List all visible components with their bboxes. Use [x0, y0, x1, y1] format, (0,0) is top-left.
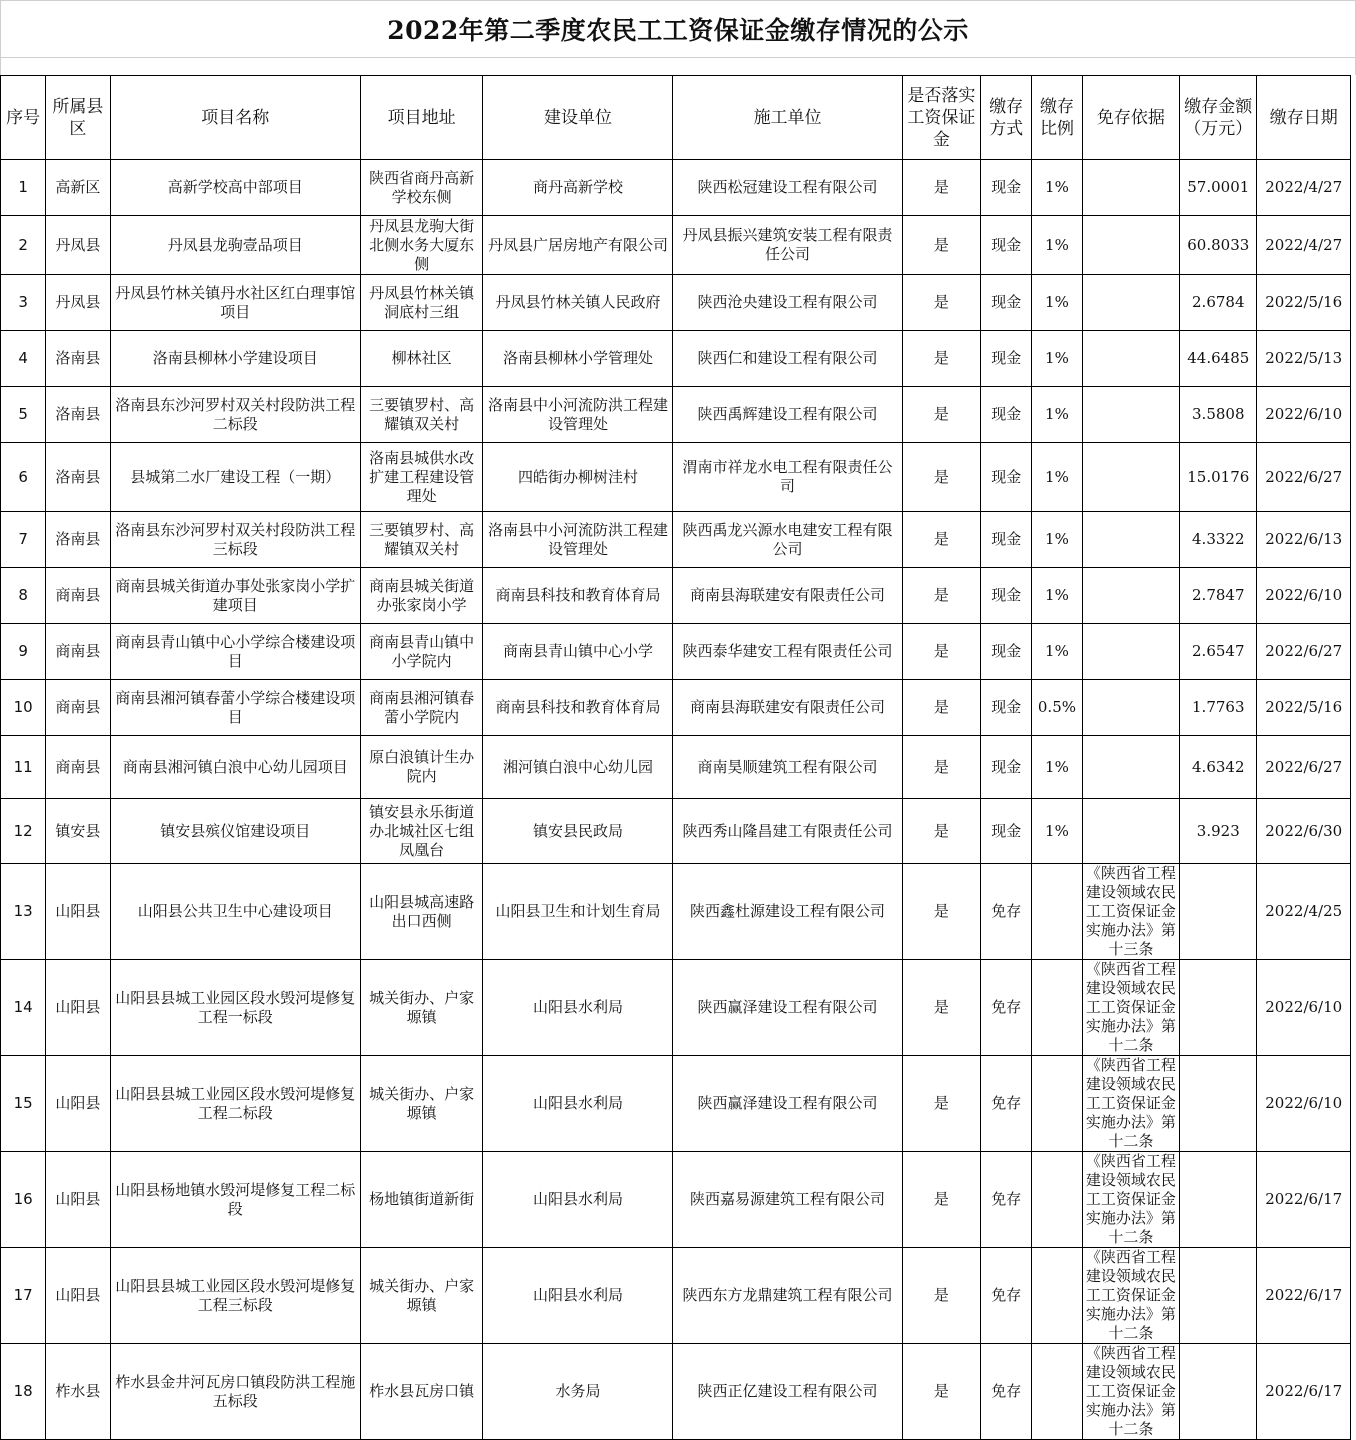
table-row [1, 512, 1351, 568]
table-row [1, 160, 1351, 216]
cell-project-name: 商南县城关街道办事处张家岗小学扩建项目 [110, 568, 360, 624]
cell-project-address: 城关街办、户家塬镇 [360, 1248, 483, 1344]
cell-builder: 镇安县民政局 [483, 799, 673, 864]
cell-method: 免存 [981, 864, 1032, 960]
cell-contractor: 陕西禹辉建设工程有限公司 [673, 387, 902, 443]
table-row [1, 387, 1351, 443]
cell-implemented: 是 [902, 1152, 980, 1248]
cell-project-name: 镇安县殡仪馆建设项目 [110, 799, 360, 864]
cell-no: 7 [1, 512, 46, 568]
cell-ratio: 1% [1032, 568, 1082, 624]
cell-exemption-basis [1082, 216, 1180, 275]
cell-county: 山阳县 [46, 960, 110, 1056]
cell-method: 现金 [981, 160, 1032, 216]
table-row [1, 1248, 1351, 1344]
cell-builder: 洛南县中小河流防洪工程建设管理处 [483, 512, 673, 568]
cell-builder: 商南县青山镇中心小学 [483, 624, 673, 680]
cell-exemption-basis [1082, 799, 1180, 864]
cell-method: 现金 [981, 736, 1032, 799]
cell-method: 现金 [981, 216, 1032, 275]
cell-builder: 山阳县水利局 [483, 960, 673, 1056]
cell-no: 2 [1, 216, 46, 275]
cell-method: 现金 [981, 275, 1032, 331]
cell-amount: 3.923 [1180, 799, 1257, 864]
cell-exemption-basis: 《陕西省工程建设领域农民工工资保证金实施办法》第十二条 [1082, 960, 1180, 1056]
cell-no: 4 [1, 331, 46, 387]
cell-ratio: 1% [1032, 736, 1082, 799]
cell-project-address: 城关街办、户家塬镇 [360, 1056, 483, 1152]
cell-method: 免存 [981, 1056, 1032, 1152]
cell-project-address: 三要镇罗村、高耀镇双关村 [360, 512, 483, 568]
title-bar [0, 0, 1356, 58]
cell-county: 柞水县 [46, 1344, 110, 1440]
cell-date: 2022/6/27 [1257, 443, 1351, 512]
cell-exemption-basis: 《陕西省工程建设领域农民工工资保证金实施办法》第十二条 [1082, 1248, 1180, 1344]
cell-ratio: 1% [1032, 216, 1082, 275]
cell-project-name: 山阳县杨地镇水毁河堤修复工程二标段 [110, 1152, 360, 1248]
cell-amount [1180, 1152, 1257, 1248]
cell-exemption-basis [1082, 387, 1180, 443]
cell-contractor: 陕西沧央建设工程有限公司 [673, 275, 902, 331]
cell-project-name: 山阳县公共卫生中心建设项目 [110, 864, 360, 960]
cell-amount: 60.8033 [1180, 216, 1257, 275]
cell-county: 商南县 [46, 624, 110, 680]
cell-method: 免存 [981, 1344, 1032, 1440]
cell-no: 14 [1, 960, 46, 1056]
cell-contractor: 陕西嘉易源建筑工程有限公司 [673, 1152, 902, 1248]
cell-amount [1180, 1248, 1257, 1344]
cell-exemption-basis [1082, 512, 1180, 568]
cell-date: 2022/4/25 [1257, 864, 1351, 960]
cell-ratio: 1% [1032, 624, 1082, 680]
cell-county: 丹凤县 [46, 275, 110, 331]
cell-builder: 商丹高新学校 [483, 160, 673, 216]
cell-implemented: 是 [902, 216, 980, 275]
table-row [1, 864, 1351, 960]
cell-project-address: 陕西省商丹高新学校东侧 [360, 160, 483, 216]
cell-project-address: 镇安县永乐街道办北城社区七组凤凰台 [360, 799, 483, 864]
cell-date: 2022/6/17 [1257, 1344, 1351, 1440]
cell-exemption-basis [1082, 568, 1180, 624]
header-builder: 建设单位 [483, 76, 673, 160]
cell-implemented: 是 [902, 1344, 980, 1440]
cell-method: 免存 [981, 1248, 1032, 1344]
cell-amount: 44.6485 [1180, 331, 1257, 387]
cell-date: 2022/4/27 [1257, 216, 1351, 275]
cell-builder: 湘河镇白浪中心幼儿园 [483, 736, 673, 799]
cell-ratio: 1% [1032, 443, 1082, 512]
cell-date: 2022/6/10 [1257, 387, 1351, 443]
cell-date: 2022/6/13 [1257, 512, 1351, 568]
cell-exemption-basis: 《陕西省工程建设领域农民工工资保证金实施办法》第十二条 [1082, 1056, 1180, 1152]
cell-exemption-basis [1082, 736, 1180, 799]
cell-ratio: 1% [1032, 331, 1082, 387]
cell-method: 现金 [981, 387, 1032, 443]
table-row [1, 568, 1351, 624]
cell-project-address: 城关街办、户家塬镇 [360, 960, 483, 1056]
cell-exemption-basis [1082, 680, 1180, 736]
cell-date: 2022/4/27 [1257, 160, 1351, 216]
header-county: 所属县区 [46, 76, 110, 160]
table-row [1, 216, 1351, 275]
cell-amount: 4.3322 [1180, 512, 1257, 568]
page-title: 2022年第二季度农民工工资保证金缴存情况的公示 [387, 16, 969, 45]
cell-no: 5 [1, 387, 46, 443]
cell-implemented: 是 [902, 275, 980, 331]
cell-contractor: 陕西赢泽建设工程有限公司 [673, 1056, 902, 1152]
header-project-name: 项目名称 [110, 76, 360, 160]
cell-date: 2022/6/10 [1257, 1056, 1351, 1152]
cell-implemented: 是 [902, 160, 980, 216]
cell-contractor: 渭南市祥龙水电工程有限责任公司 [673, 443, 902, 512]
cell-implemented: 是 [902, 624, 980, 680]
cell-project-address: 商南县城关街道办张家岗小学 [360, 568, 483, 624]
cell-no: 17 [1, 1248, 46, 1344]
cell-amount: 4.6342 [1180, 736, 1257, 799]
header-ratio: 缴存比例 [1032, 76, 1082, 160]
cell-implemented: 是 [902, 387, 980, 443]
cell-ratio: 1% [1032, 512, 1082, 568]
cell-project-name: 商南县湘河镇白浪中心幼儿园项目 [110, 736, 360, 799]
cell-implemented: 是 [902, 568, 980, 624]
cell-builder: 洛南县柳林小学管理处 [483, 331, 673, 387]
cell-date: 2022/6/17 [1257, 1152, 1351, 1248]
cell-project-address: 三要镇罗村、高耀镇双关村 [360, 387, 483, 443]
table-row [1, 624, 1351, 680]
cell-implemented: 是 [902, 443, 980, 512]
cell-amount [1180, 864, 1257, 960]
table-row [1, 443, 1351, 512]
cell-method: 现金 [981, 624, 1032, 680]
cell-no: 12 [1, 799, 46, 864]
header-no: 序号 [1, 76, 46, 160]
cell-county: 丹凤县 [46, 216, 110, 275]
cell-project-name: 山阳县县城工业园区段水毁河堤修复工程一标段 [110, 960, 360, 1056]
cell-county: 山阳县 [46, 864, 110, 960]
table-row [1, 331, 1351, 387]
cell-project-name: 山阳县县城工业园区段水毁河堤修复工程二标段 [110, 1056, 360, 1152]
cell-builder: 山阳县卫生和计划生育局 [483, 864, 673, 960]
cell-county: 山阳县 [46, 1056, 110, 1152]
cell-builder: 山阳县水利局 [483, 1152, 673, 1248]
cell-builder: 山阳县水利局 [483, 1056, 673, 1152]
cell-project-name: 商南县湘河镇春蕾小学综合楼建设项目 [110, 680, 360, 736]
cell-amount: 2.6547 [1180, 624, 1257, 680]
cell-no: 9 [1, 624, 46, 680]
cell-implemented: 是 [902, 512, 980, 568]
cell-date: 2022/6/27 [1257, 736, 1351, 799]
cell-implemented: 是 [902, 331, 980, 387]
cell-date: 2022/5/13 [1257, 331, 1351, 387]
cell-project-address: 柞水县瓦房口镇 [360, 1344, 483, 1440]
cell-amount: 3.5808 [1180, 387, 1257, 443]
header-method: 缴存方式 [981, 76, 1032, 160]
cell-project-name: 丹凤县竹林关镇丹水社区红白理事馆项目 [110, 275, 360, 331]
cell-contractor: 陕西鑫杜源建设工程有限公司 [673, 864, 902, 960]
cell-date: 2022/5/16 [1257, 680, 1351, 736]
cell-amount: 15.0176 [1180, 443, 1257, 512]
cell-implemented: 是 [902, 736, 980, 799]
cell-no: 15 [1, 1056, 46, 1152]
cell-implemented: 是 [902, 799, 980, 864]
cell-method: 现金 [981, 568, 1032, 624]
cell-project-name: 商南县青山镇中心小学综合楼建设项目 [110, 624, 360, 680]
table-header-row [1, 76, 1351, 160]
cell-project-address: 商南县湘河镇春蕾小学院内 [360, 680, 483, 736]
cell-amount [1180, 1344, 1257, 1440]
cell-project-address: 原白浪镇计生办院内 [360, 736, 483, 799]
cell-implemented: 是 [902, 960, 980, 1056]
cell-project-address: 丹凤县竹林关镇洞底村三组 [360, 275, 483, 331]
cell-contractor: 陕西东方龙鼎建筑工程有限公司 [673, 1248, 902, 1344]
cell-amount [1180, 960, 1257, 1056]
table-row [1, 275, 1351, 331]
cell-method: 现金 [981, 512, 1032, 568]
cell-county: 高新区 [46, 160, 110, 216]
cell-exemption-basis [1082, 624, 1180, 680]
cell-project-name: 洛南县东沙河罗村双关村段防洪工程二标段 [110, 387, 360, 443]
cell-exemption-basis: 《陕西省工程建设领域农民工工资保证金实施办法》第十三条 [1082, 864, 1180, 960]
cell-ratio [1032, 1056, 1082, 1152]
cell-ratio [1032, 1152, 1082, 1248]
cell-county: 商南县 [46, 680, 110, 736]
cell-amount: 1.7763 [1180, 680, 1257, 736]
cell-ratio [1032, 864, 1082, 960]
cell-date: 2022/6/27 [1257, 624, 1351, 680]
cell-no: 10 [1, 680, 46, 736]
cell-ratio [1032, 1248, 1082, 1344]
cell-method: 免存 [981, 960, 1032, 1056]
cell-contractor: 陕西正亿建设工程有限公司 [673, 1344, 902, 1440]
cell-contractor: 陕西仁和建设工程有限公司 [673, 331, 902, 387]
header-exemption-basis: 免存依据 [1082, 76, 1180, 160]
cell-no: 18 [1, 1344, 46, 1440]
header-amount: 缴存金额（万元） [1180, 76, 1257, 160]
cell-ratio [1032, 1344, 1082, 1440]
cell-contractor: 陕西赢泽建设工程有限公司 [673, 960, 902, 1056]
cell-exemption-basis: 《陕西省工程建设领域农民工工资保证金实施办法》第十二条 [1082, 1152, 1180, 1248]
cell-project-name: 山阳县县城工业园区段水毁河堤修复工程三标段 [110, 1248, 360, 1344]
cell-contractor: 商南县海联建安有限责任公司 [673, 568, 902, 624]
table-row [1, 1152, 1351, 1248]
cell-builder: 水务局 [483, 1344, 673, 1440]
cell-amount [1180, 1056, 1257, 1152]
cell-ratio: 1% [1032, 275, 1082, 331]
cell-project-name: 县城第二水厂建设工程（一期） [110, 443, 360, 512]
cell-implemented: 是 [902, 864, 980, 960]
cell-exemption-basis: 《陕西省工程建设领域农民工工资保证金实施办法》第十二条 [1082, 1344, 1180, 1440]
cell-county: 山阳县 [46, 1152, 110, 1248]
cell-no: 13 [1, 864, 46, 960]
cell-builder: 山阳县水利局 [483, 1248, 673, 1344]
cell-contractor: 商南昊顺建筑工程有限公司 [673, 736, 902, 799]
cell-method: 现金 [981, 680, 1032, 736]
cell-builder: 丹凤县广居房地产有限公司 [483, 216, 673, 275]
cell-ratio: 1% [1032, 160, 1082, 216]
cell-project-address: 商南县青山镇中小学院内 [360, 624, 483, 680]
cell-ratio: 1% [1032, 387, 1082, 443]
cell-no: 11 [1, 736, 46, 799]
cell-county: 洛南县 [46, 331, 110, 387]
header-date: 缴存日期 [1257, 76, 1351, 160]
cell-ratio [1032, 960, 1082, 1056]
cell-builder: 四皓街办柳树洼村 [483, 443, 673, 512]
cell-exemption-basis [1082, 331, 1180, 387]
cell-builder: 商南县科技和教育体育局 [483, 680, 673, 736]
cell-method: 现金 [981, 443, 1032, 512]
table-row [1, 960, 1351, 1056]
cell-no: 3 [1, 275, 46, 331]
cell-date: 2022/6/17 [1257, 1248, 1351, 1344]
cell-date: 2022/6/30 [1257, 799, 1351, 864]
cell-project-address: 山阳县城高速路出口西侧 [360, 864, 483, 960]
cell-exemption-basis [1082, 443, 1180, 512]
cell-contractor: 商南县海联建安有限责任公司 [673, 680, 902, 736]
cell-amount: 2.6784 [1180, 275, 1257, 331]
cell-date: 2022/5/16 [1257, 275, 1351, 331]
cell-county: 商南县 [46, 736, 110, 799]
cell-no: 16 [1, 1152, 46, 1248]
cell-contractor: 陕西禹龙兴源水电建安工程有限公司 [673, 512, 902, 568]
cell-builder: 商南县科技和教育体育局 [483, 568, 673, 624]
cell-county: 山阳县 [46, 1248, 110, 1344]
table-row [1, 799, 1351, 864]
cell-contractor: 丹凤县振兴建筑安装工程有限责任公司 [673, 216, 902, 275]
cell-project-name: 高新学校高中部项目 [110, 160, 360, 216]
cell-date: 2022/6/10 [1257, 960, 1351, 1056]
cell-project-name: 丹凤县龙驹壹品项目 [110, 216, 360, 275]
cell-county: 镇安县 [46, 799, 110, 864]
cell-project-name: 洛南县柳林小学建设项目 [110, 331, 360, 387]
cell-builder: 洛南县中小河流防洪工程建设管理处 [483, 387, 673, 443]
cell-project-address: 杨地镇街道新街 [360, 1152, 483, 1248]
cell-project-name: 洛南县东沙河罗村双关村段防洪工程三标段 [110, 512, 360, 568]
header-contractor: 施工单位 [673, 76, 902, 160]
cell-method: 现金 [981, 799, 1032, 864]
cell-no: 8 [1, 568, 46, 624]
cell-builder: 丹凤县竹林关镇人民政府 [483, 275, 673, 331]
cell-no: 6 [1, 443, 46, 512]
cell-ratio: 1% [1032, 799, 1082, 864]
cell-contractor: 陕西松冠建设工程有限公司 [673, 160, 902, 216]
table-row [1, 736, 1351, 799]
table-body [1, 160, 1351, 1440]
cell-no: 1 [1, 160, 46, 216]
cell-method: 免存 [981, 1152, 1032, 1248]
cell-county: 洛南县 [46, 387, 110, 443]
cell-implemented: 是 [902, 680, 980, 736]
cell-project-address: 洛南县城供水改扩建工程建设管理处 [360, 443, 483, 512]
cell-amount: 2.7847 [1180, 568, 1257, 624]
cell-method: 现金 [981, 331, 1032, 387]
cell-contractor: 陕西秀山隆昌建工有限责任公司 [673, 799, 902, 864]
cell-implemented: 是 [902, 1248, 980, 1344]
table-row [1, 680, 1351, 736]
cell-ratio: 0.5% [1032, 680, 1082, 736]
spacer-row [0, 58, 1356, 75]
header-implemented: 是否落实工资保证金 [902, 76, 980, 160]
cell-exemption-basis [1082, 275, 1180, 331]
cell-implemented: 是 [902, 1056, 980, 1152]
cell-exemption-basis [1082, 160, 1180, 216]
cell-county: 洛南县 [46, 443, 110, 512]
table-row [1, 1056, 1351, 1152]
cell-project-address: 丹凤县龙驹大街北侧水务大厦东侧 [360, 216, 483, 275]
cell-county: 商南县 [46, 568, 110, 624]
cell-contractor: 陕西泰华建安工程有限责任公司 [673, 624, 902, 680]
header-project-address: 项目地址 [360, 76, 483, 160]
cell-county: 洛南县 [46, 512, 110, 568]
cell-project-name: 柞水县金井河瓦房口镇段防洪工程施五标段 [110, 1344, 360, 1440]
cell-amount: 57.0001 [1180, 160, 1257, 216]
cell-project-address: 柳林社区 [360, 331, 483, 387]
table-row [1, 1344, 1351, 1440]
deposit-table [0, 75, 1351, 1440]
cell-date: 2022/6/10 [1257, 568, 1351, 624]
